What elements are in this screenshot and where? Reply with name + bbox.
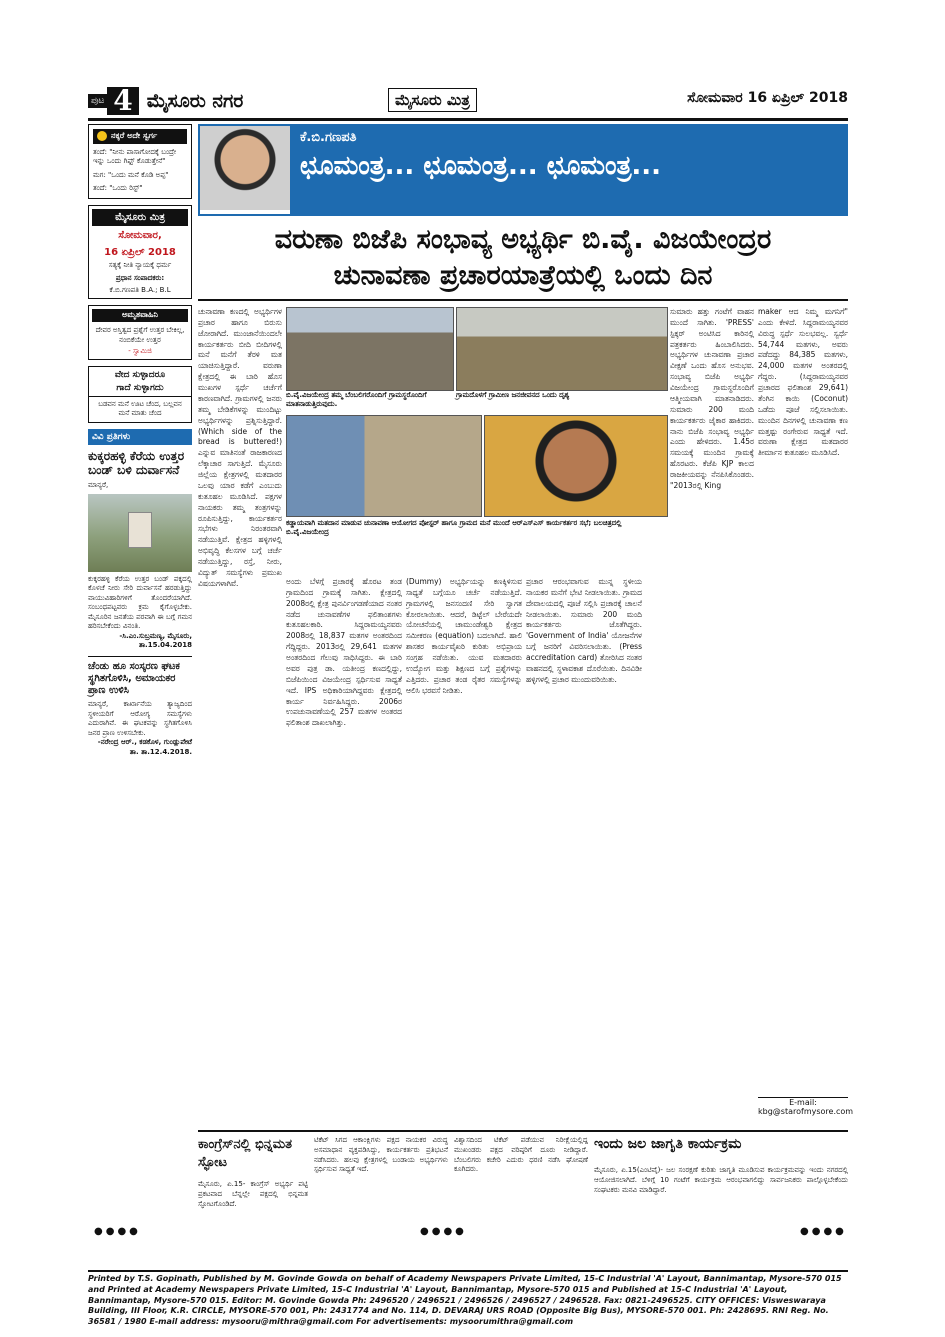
letter-signature: -ಸಿ.ಎಂ.ಸುಬ್ರಮಣ್ಯ, ಮೈಸೂರು, ತಾ.15.04.2018 bbox=[119, 631, 192, 650]
issue-date: ಸೋಮವಾರ 16 ಏಪ್ರಿಲ್ 2018 bbox=[687, 90, 848, 106]
column-banner bbox=[198, 124, 848, 216]
article-column: ಸುಮಾರು ಹತ್ತು ಗಂಟೆಗೆ ವಾಹನ ಮುಂದೆ ಸಾಗಿತು. 'PRESS' ಸ್ಟಿಕ್ಕರ್ ಅಂಟಿಸಿದ ಕಾರಿನಲ್ಲಿ ಪತ್ರಕರ್ತರು ಹಿಂಬಾಲಿಸಿದರು. ಅಭ್ಯರ್ಥಿಗಳ ಚುನಾವಣಾ ಪ್ರಚಾರ ವೀಕ್ಷಣೆ ಒಂದು ಹೊಸ ಅನುಭವ. ಸಂಭಾವ್ಯ ಬಿಜೆಪಿ ಅಭ್ಯರ್ಥಿ ವಿಜಯೇಂದ್ರ ಗ್ರಾಮಸ್ಥರೊಂದಿಗೆ ಆತ್ಮೀಯವಾಗಿ ಮಾತನಾಡಿದರು. ಸುಮಾರು 200 ಮಂದಿ ಕಾರ್ಯಕರ್ತರು ಜೈಕಾರ ಹಾಕಿದರು. ನಾನು ಬಿಜೆಪಿ ಸಂಭಾವ್ಯ ಅಭ್ಯರ್ಥಿ ಎಂದು ಹೇಳಿದರು. 1.45ರ ಸಮಯಕ್ಕೆ ಮುಂದಿನ ಗ್ರಾಮಕ್ಕೆ ಹೊರಟರು. ಕೆಜೆಪಿ KJP ಕಾಲದ ರಾಜಕೀಯವನ್ನು ನೆನಪಿಸಿಕೊಂಡರು. "2013ರಲ್ಲಿ King bbox=[670, 306, 754, 490]
masthead-tagline: ಸತ್ಯಕ್ಕೆ ನೀತಿ ನ್ಯಾಯಕ್ಕೆ ಧರ್ಮ bbox=[108, 261, 172, 270]
editor-label: ಪ್ರಧಾನ ಸಂಪಾದಕರು: bbox=[115, 274, 165, 283]
columnist-name: ಕೆ.ಬಿ.ಗಣಪತಿ bbox=[300, 130, 357, 145]
article-headline bbox=[198, 222, 848, 301]
village-cattle-photo bbox=[456, 307, 668, 391]
article-column: maker ಆದ ನಿಮ್ಮ ಮಗನಿಗೆ" ಎಂದು ಕೇಳಿದೆ. ಸಿದ್ದರಾಮಯ್ಯನವರ ವಿರುದ್ಧ ಸ್ಪರ್ಧೆ ಸುಲಭವಲ್ಲ. ಸ್ವರ್ಧೆ 54,744 ಮತಗಳು, ಅವರು ಪಡೆದದ್ದು 84,385 ಮತಗಳು, 24,000 ಮತಗಳ ಅಂತರದಲ್ಲಿ ಗೆದ್ದರು. (ಸಿದ್ದರಾಮಯ್ಯನವರ ಪ್ರಚಾರದ ಫಲಿತಾಂಶ 29,641) ತೆಂಗಿನ ಕಾಯಿ (Coconut) ಒಡೆದು ಪೂಜೆ ಸಲ್ಲಿಸಲಾಯಿತು. ಮುಂದಿನ ದಿನಗಳಲ್ಲಿ ಚುನಾವಣಾ ಕಣ ಮತ್ತಷ್ಟು ರಂಗೇರುವ ಸಾಧ್ಯತೆ ಇದೆ. ವರುಣಾ ಕ್ಷೇತ್ರದ ಮತದಾರರ ತೀರ್ಮಾನ ಕುತೂಹಲ ಮೂಡಿಸಿದೆ. bbox=[758, 306, 848, 458]
headline-line-2: ಚುನಾವಣಾ ಪ್ರಚಾರಯಾತ್ರೆಯಲ್ಲಿ ಒಂದು ದಿನ bbox=[333, 260, 713, 292]
letter2-headline: ಚೆಂಡು ಹೂ ಸಂಸ್ಕರಣ ಘಟಕ ಸ್ಥಗಿತಗೊಳಿಸಿ, ಅಮಾಯಕರ ಪ್ರಾಣ ಉಳಿಸಿ bbox=[88, 656, 192, 697]
joke-line: ತಂದೆ: "ಒಂದು ರಿಸ್ಟ್" bbox=[93, 184, 143, 193]
registration-dots: ●●●● bbox=[800, 1226, 847, 1237]
article-column: ಪ್ರಚಾರ ಆರಂಭವಾಗುವ ಮುನ್ನ ಸ್ಥಳೀಯ ನಾಯಕರ ಮನೆಗೆ ಭೇಟಿ ನೀಡಲಾಯಿತು. ಗ್ರಾಮದ ದೇವಾಲಯದಲ್ಲಿ ಪೂಜೆ ಸಲ್ಲಿಸಿ ಪ್ರಚಾರಕ್ಕೆ ಚಾಲನೆ ನೀಡಲಾಯಿತು. ಸುಮಾರು 200 ಮಂದಿ ಕಾರ್ಯಕರ್ತರು ಜೊತೆಗಿದ್ದರು. 'Government of India' ಯೋಜನೆಗಳ ಬಗ್ಗೆ ಜನರಿಗೆ ವಿವರಿಸಲಾಯಿತು. (Press accreditation card) ತೋರಿಸಿದ ನಂತರ ವಾಹನದಲ್ಲಿ ಸ್ಥಳಾವಕಾಶ ದೊರೆಯಿತು. ದಿನವಿಡೀ ಹಳ್ಳಿಗಳಲ್ಲಿ ಪ್ರಚಾರ ಮುಂದುವರಿಯಿತು. bbox=[526, 576, 642, 684]
photo-caption: ಬಿ.ವೈ.ವಿಜಯೇಂದ್ರ ತಮ್ಮ ಬೆಂಬಲಿಗರೊಂದಿಗೆ ಗ್ರಾಮಸ್ಥರೊಂದಿಗೆ ಮಾತನಾಡುತ್ತಿರುವುದು. bbox=[286, 390, 427, 408]
article-column: (Dummy) ಅಭ್ಯರ್ಥಿಯನ್ನು ಕಣಕ್ಕಿಳಿಸುವ ಸಾಧ್ಯತೆ ಬಗ್ಗೆಯೂ ಚರ್ಚೆ ನಡೆಯುತ್ತಿದೆ. ಗ್ರಾಮಗಳಲ್ಲಿ ಜನಸಂದಣಿ ಸೇರಿ ಸ್ವಾಗತ ಕೋರಲಾಯಿತು. ಆದರೆ, ಡಿಟ್ಟೆಲ್ ಬೇರೆಯದೇ ಯೋಚನೆಯಲ್ಲಿ ಚಾಮುಂಡೇಶ್ವರಿ ಕ್ಷೇತ್ರದ ಸಮೀಕರಣ (equation) ಬದಲಾಗಿದೆ. ಹಾಲಿ ಶಾಸಕರ ಕಾರ್ಯವೈಖರಿ ಕುರಿತು ಅಭಿಪ್ರಾಯ ಸಂಗ್ರಹ ನಡೆಯಿತು. ಯುವ ಮತದಾರರು ಉದ್ಯೋಗ ಮತ್ತು ಶಿಕ್ಷಣದ ಬಗ್ಗೆ ಪ್ರಶ್ನೆಗಳನ್ನು ಎತ್ತಿದರು. ಪ್ರಚಾರ ತಂಡ ರೈತರ ಸಮಸ್ಯೆಗಳನ್ನು ಆಲಿಸಿ ಭರವಸೆ ನೀಡಿತು. bbox=[406, 576, 522, 695]
masthead-date: 16 ಏಪ್ರಿಲ್ 2018 bbox=[104, 246, 176, 258]
column-title: ಛೂಮಂತ್ರ... ಛೂಮಂತ್ರ... ಛೂಮಂತ್ರ... bbox=[300, 151, 662, 181]
thought-box bbox=[88, 305, 192, 360]
joke-line: ಮಗ: "ಒಂದು ಮನೆ ಕೊಡಿ ಅಪ್ಪ" bbox=[93, 170, 169, 179]
paper-logo: ಮೈಸೂರು ಮಿತ್ರ bbox=[388, 88, 477, 112]
proverb-box bbox=[88, 366, 192, 422]
newspaper-page bbox=[88, 84, 854, 1327]
page-word: ಪುಟ bbox=[88, 94, 107, 108]
proverb-text: ಬಡವನ ಮನೆ ಊಟ ಚೆಂದ, ಬಲ್ಲವನ ಮನೆ ಮಾತು ಚೆಂದ bbox=[98, 399, 182, 418]
smiley-icon bbox=[97, 131, 107, 141]
photo-caption: ಗ್ರಾಮದೊಳಗೆ ಗ್ರಾಮೀಣ ಜನಜೀವನದ ಒಂದು ದೃಶ್ಯ bbox=[456, 390, 570, 399]
news-text: ಟಿಕೆಟ್ ಸಿಗದ ಆಕಾಂಕ್ಷಿಗಳು ಪಕ್ಷದ ನಾಯಕರ ವಿರುದ್ಧ ಅಸಮಾಧಾನ ವ್ಯಕ್ತಪಡಿಸಿದ್ದು, ಕಾರ್ಯಕರ್ತರು ಪ್ರತಿಭಟನೆ ನಡೆಸಿದರು. ಹಲವು ಕ್ಷೇತ್ರಗಳಲ್ಲಿ ಬಂಡಾಯ ಅಭ್ಯರ್ಥಿಗಳು ಸ್ಪರ್ಧಿಸುವ ಸಾಧ್ಯತೆ ಇದೆ. bbox=[314, 1136, 448, 1174]
registration-dots: ●●●● bbox=[94, 1226, 141, 1237]
news-headline: ಇಂದು ಜಲ ಜಾಗೃತಿ ಕಾರ್ಯಕ್ರಮ bbox=[594, 1136, 742, 1152]
thought-heading: ಅಮೃತವಾಹಿನಿ bbox=[92, 309, 188, 322]
joke-line: ತಂದೆ: "ನೀನು ಪಾಸಾಗೋದಕ್ಕೆ ಬಂದ್ರೇ ಇನ್ನು ಒಂದು ಗಿಫ್ಟ್ ಕೊಡುತ್ತೇನೆ" bbox=[93, 147, 177, 166]
lake-photo bbox=[88, 494, 192, 572]
thought-text: ದೇವರ ಅಸ್ತಿತ್ವದ ಪ್ರಶ್ನೆಗೆ ಉತ್ತರ ಬೇಕಿಲ್ಲ, ನಂಬಿಕೆಯೇ ಉತ್ತರ bbox=[95, 326, 185, 344]
page-number: 4 bbox=[107, 87, 138, 115]
registration-dots: ●●●● bbox=[420, 1226, 467, 1237]
email-address[interactable]: kbg@starofmysore.com bbox=[758, 1106, 854, 1116]
proverb-heading: ವೇದ ಸುಳ್ಳಾದರೂ ಗಾದೆ ಸುಳ್ಳಾಗದು bbox=[89, 367, 191, 396]
letter-salutation: ಮಾನ್ಯರೆ, bbox=[88, 480, 109, 489]
photo-group bbox=[286, 307, 666, 575]
letter2-body: ಮಾನ್ಯರೆ, ಕಾರ್ಖಾನೆಯ ತ್ಯಾಜ್ಯದಿಂದ ಸ್ಥಳೀಯರಿಗೆ ಆರೋಗ್ಯ ಸಮಸ್ಯೆಗಳು ಎದುರಾಗಿವೆ. ಈ ಘಟಕವನ್ನು ಸ್ಥಗಿತಗೊಳಿಸಿ ಜನರ ಪ್ರಾಣ ಉಳಿಸಬೇಕು. bbox=[88, 700, 192, 737]
bottom-news-strip bbox=[198, 1130, 848, 1264]
thought-source: - ಸ್ವಾಮಿಜಿ bbox=[128, 347, 152, 356]
left-column bbox=[88, 124, 192, 1264]
imprint-footer: Printed by T.S. Gopinath, Published by M. Govinde Gowda on behalf of Academy Newspapers Private Limited, 15-C Industrial 'A' Layout, Bannimantap, Mysore-570 015 and Printed at Academy Newspapers Private Limited, 15-C Industrial 'A' Layout, Bannimantap, Mysore-570 015 and Published at 15-C Industrial 'A' Layout, Bannimantap, Mysore-570 015. Editor: M. Govinde Gowda Ph: 2496520 / 2496521 / 2496526 / 2496527 / 2496528. Fax: 0821-2496525. CITY OFFICES: Visweswaraya Building, III Floor, K.R. CIRCLE, MYSORE-570 001, Ph: 2431774 and No. 114, D. DEVARAJ URS ROAD (Opposite Big Bus), MYSORE-570 001. Ph: 2428695. RNI Reg. No. 36581 / 1980 E-mail address: mysooru@mithra@gmail.com For advertisements: mysoorumithra@gmail.com bbox=[88, 1270, 848, 1328]
columnist-email: E-mail: kbg@starofmysore.com bbox=[758, 1097, 854, 1116]
page-header bbox=[88, 84, 848, 121]
columnist-photo bbox=[200, 126, 290, 210]
joke-box bbox=[88, 124, 192, 199]
article-column: ಚುನಾವಣಾ ಕಣದಲ್ಲಿ ಅಭ್ಯರ್ಥಿಗಳ ಪ್ರಚಾರ ಹಾಗೂ ಬಿರುಸು ಜೋರಾಗಿದೆ. ಮುಂಜಾನೆಯಿಂದಲೇ ಕಾರ್ಯಕರ್ತರು ಬೀದಿ ಬೀದಿಗಳಲ್ಲಿ ಮನೆ ಮನೆಗೆ ತೆರಳಿ ಮತ ಯಾಚಿಸುತ್ತಿದ್ದಾರೆ. ವರುಣಾ ಕ್ಷೇತ್ರದಲ್ಲಿ ಈ ಬಾರಿ ಹೊಸ ಮುಖಗಳ ಸ್ಪರ್ಧೆ ಚರ್ಚೆಗೆ ಕಾರಣವಾಗಿದೆ. ಗ್ರಾಮಗಳಲ್ಲಿ ಜನರು ತಮ್ಮ ಬೇಡಿಕೆಗಳನ್ನು ಮುಂದಿಟ್ಟು ಅಭ್ಯರ್ಥಿಗಳನ್ನು ಪ್ರಶ್ನಿಸುತ್ತಿದ್ದಾರೆ. (Which side of the bread is buttered!) ಎನ್ನುವ ಮಾತಿನಂತೆ ರಾಜಕಾರಣದ ಲೆಕ್ಕಾಚಾರ ಸಾಗುತ್ತಿದೆ. ಮೈಸೂರು ಜಿಲ್ಲೆಯ ಕ್ಷೇತ್ರಗಳಲ್ಲಿ ಮತದಾರರ ಒಲವು ಯಾರ ಕಡೆಗೆ ಎಂಬುದು ಕುತೂಹಲ ಮೂಡಿಸಿದೆ. ಪಕ್ಷಗಳ ನಾಯಕರು ತಮ್ಮ ತಂತ್ರಗಳನ್ನು ರೂಪಿಸುತ್ತಿದ್ದು, ಕಾರ್ಯಕರ್ತರ ಸಭೆಗಳು ನಿರಂತರವಾಗಿ ನಡೆಯುತ್ತಿವೆ. ಕ್ಷೇತ್ರದ ಹಳ್ಳಿಗಳಲ್ಲಿ ಅಭಿವೃದ್ಧಿ ಕೆಲಸಗಳ ಬಗ್ಗೆ ಚರ್ಚೆ ನಡೆಯುತ್ತಿದ್ದು, ರಸ್ತೆ, ನೀರು, ವಿದ್ಯುತ್ ಸಮಸ್ಯೆಗಳು ಪ್ರಮುಖ ವಿಷಯಗಳಾಗಿವೆ. bbox=[198, 306, 282, 588]
campaign-crowd-photo bbox=[286, 307, 454, 391]
letter-body: ಕುಕ್ಕರಹಳ್ಳಿ ಕೆರೆಯ ಉತ್ತರ ಬಂಡ್ ಪಕ್ಕದಲ್ಲಿ ಕೊಳಚೆ ನೀರು ಸೇರಿ ದುರ್ವಾಸನೆ ಹರಡುತ್ತಿದ್ದು ವಾಯುವಿಹಾರಿಗಳಿಗೆ ತೊಂದರೆಯಾಗಿದೆ. ಸಂಬಂಧಪಟ್ಟವರು ಕ್ರಮ ಕೈಗೊಳ್ಳಬೇಕು. ಮೈಸೂರಿನ ಜನತೆಯ ಪರವಾಗಿ ಈ ಬಗ್ಗೆ ಗಮನ ಹರಿಸಬೇಕೆಂದು ವಿನಂತಿ. bbox=[88, 574, 192, 631]
joke-title: ನಕ್ಕರೆ ಅದೇ ಸ್ವರ್ಗ bbox=[93, 129, 187, 144]
masthead: ಮೈಸೂರು ಮಿತ್ರ bbox=[92, 209, 188, 227]
news-headline: ಕಾಂಗ್ರೆಸ್‌ನಲ್ಲಿ ಭಿನ್ನಮತ ಸ್ಫೋಟ bbox=[198, 1137, 292, 1171]
news-text: ಮೈಸೂರು, ಏ.15(ಎಂಟಿವೈ)- ಜಲ ಸಂರಕ್ಷಣೆ ಕುರಿತು ಜಾಗೃತಿ ಮೂಡಿಸುವ ಕಾರ್ಯಕ್ರಮವನ್ನು ಇಂದು ನಗರದಲ್ಲಿ ಆಯೋಜಿಸಲಾಗಿದೆ. ಬೆಳಿಗ್ಗೆ 10 ಗಂಟೆಗೆ ಕಾರ್ಯಕ್ರಮ ಆರಂಭವಾಗಲಿದ್ದು ಸಾರ್ವಜನಿಕರು ಪಾಲ್ಗೊಳ್ಳಬೇಕೆಂದು ಸಂಘಟಕರು ಮನವಿ ಮಾಡಿದ್ದಾರೆ. bbox=[594, 1166, 848, 1194]
letters-section-bar: ವಿವಿ ಪ್ರತಿಗಳು bbox=[88, 429, 192, 445]
candidate-portrait-photo bbox=[484, 415, 668, 517]
news-text: ಮೈಸೂರು, ಏ.15- ಕಾಂಗ್ರೆಸ್ ಅಭ್ಯರ್ಥಿ ಪಟ್ಟಿ ಪ್ರಕಟವಾದ ಬೆನ್ನಲ್ಲೇ ಪಕ್ಷದಲ್ಲಿ ಭಿನ್ನಮತ ಸ್ಫೋಟಗೊಂಡಿದೆ. bbox=[198, 1180, 308, 1208]
poster-wall-photo bbox=[286, 415, 482, 517]
masthead-day: ಸೋಮವಾರ, bbox=[118, 230, 162, 242]
main-article bbox=[198, 124, 854, 1137]
letter2-signature: -ನರೇಂದ್ರ ಆರ್., ಕಡಕೊಳ, ಗುಂಡ್ಲುಪೇಟೆ ತಾ. ತಾ.12.4.2018. bbox=[97, 738, 192, 756]
news-text: ವಿಶ್ವಾಸದಿಂದ ಟಿಕೆಟ್ ಪಡೆಯುವ ನಿರೀಕ್ಷೆಯಲ್ಲಿದ್ದ ಮುಖಂಡರು ಪಕ್ಷದ ವರಿಷ್ಠರಿಗೆ ದೂರು ನೀಡಿದ್ದಾರೆ. ಬೆಂಬಲಿಗರು ಕಚೇರಿ ಎದುರು ಧರಣಿ ನಡೆಸಿ ಘೋಷಣೆ ಕೂಗಿದರು. bbox=[454, 1136, 588, 1174]
photo-caption: ಕಡ್ಡಾಯವಾಗಿ ಮತದಾನ ಮಾಡುವ ಚುನಾವಣಾ ಆಯೋಗದ ಪೋಸ್ಟರ್ ಹಾಗೂ ಗ್ರಾಮದ ಮನೆ ಮುಂದೆ ಆರ್‍ಎಸ್‍ಎಸ್ ಕಾರ್ಯಕರ್ತರ ಸಭೆ; ಬಲಚಿತ್ರದಲ್ಲಿ ಬಿ.ವೈ.ವಿಜಯೇಂದ್ರ bbox=[286, 518, 622, 536]
article-body bbox=[198, 306, 854, 1137]
page-number-box bbox=[88, 84, 139, 117]
banner-text bbox=[290, 126, 846, 214]
section-title: ಮೈಸೂರು ನಗರ bbox=[146, 90, 244, 112]
headline-line-1: ವರುಣಾ ಬಿಜೆಪಿ ಸಂಭಾವ್ಯ ಅಭ್ಯರ್ಥಿ ಬಿ.ವೈ. ವಿಜಯೇಂದ್ರರ bbox=[274, 224, 772, 255]
article-column: ಅಂದು ಬೆಳಗ್ಗೆ ಪ್ರಚಾರಕ್ಕೆ ಹೊರಟ ತಂಡ ಗ್ರಾಮದಿಂದ ಗ್ರಾಮಕ್ಕೆ ಸಾಗಿತು. ಕ್ಷೇತ್ರದಲ್ಲಿ 2008ರಲ್ಲಿ ಕ್ಷೇತ್ರ ಪುನರ್ವಿಂಗಡಣೆಯಾದ ನಂತರ ನಡೆದ ಚುನಾವಣೆಗಳ ಫಲಿತಾಂಶಗಳು ಕುತೂಹಲಕಾರಿ. ಸಿದ್ದರಾಮಯ್ಯನವರು 2008ರಲ್ಲಿ 18,837 ಮತಗಳ ಅಂತರದಿಂದ ಗೆದ್ದಿದ್ದರು. 2013ರಲ್ಲಿ 29,641 ಮತಗಳ ಅಂತರದಿಂದ ಗೆಲುವು ಸಾಧಿಸಿದ್ದರು. ಈ ಬಾರಿ ಅವರ ಪುತ್ರ ಡಾ. ಯತೀಂದ್ರ ಕಣದಲ್ಲಿದ್ದು, ಬಿಜೆಪಿಯಿಂದ ವಿಜಯೇಂದ್ರ ಸ್ಪರ್ಧಿಸುವ ಸಾಧ್ಯತೆ ಇದೆ. IPS ಅಧಿಕಾರಿಯಾಗಿದ್ದವರು ಕ್ಷೇತ್ರದಲ್ಲಿ ಕಾರ್ಯ ನಿರ್ವಹಿಸಿದ್ದರು. 2006ರ ಉಪಚುನಾವಣೆಯಲ್ಲಿ 257 ಮತಗಳ ಅಂತರದ ಫಲಿತಾಂಶ ದಾಖಲಾಗಿತ್ತು. bbox=[286, 576, 402, 728]
masthead-box bbox=[88, 205, 192, 300]
editor-name: ಕೆ.ಬಿ.ಗಣಪತಿ B.A.; B.L bbox=[109, 285, 171, 294]
letter-headline: ಕುಕ್ಕರಹಳ್ಳಿ ಕೆರೆಯ ಉತ್ತರ ಬಂಡ್ ಬಳಿ ದುರ್ವಾಸನೆ bbox=[88, 448, 185, 478]
